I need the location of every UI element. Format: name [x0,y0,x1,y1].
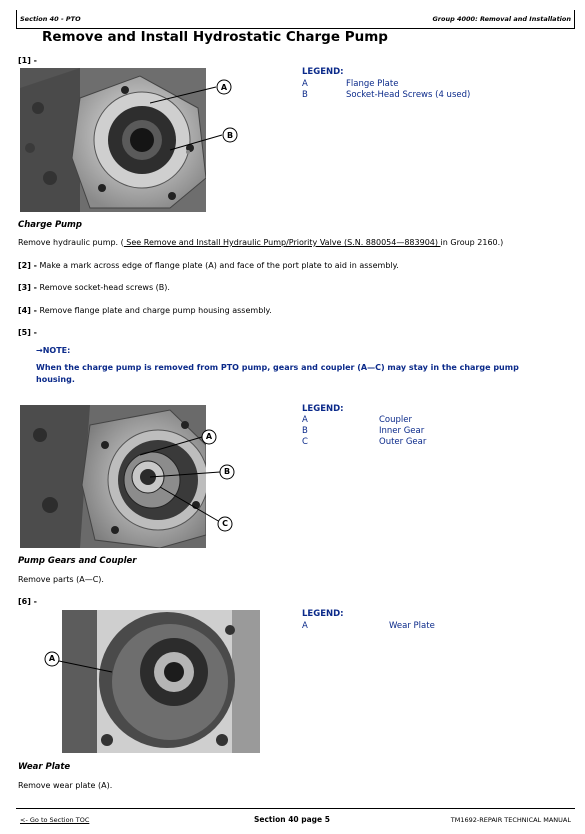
cross-reference-link[interactable]: See Remove and Install Hydraulic Pump/Priority Valve (S.N. 880054—883904) [123,238,441,247]
manual-title: TM1692-REPAIR TECHNICAL MANUAL [450,816,571,824]
figure-caption: Wear Plate [18,762,71,772]
legend-text: Inner Gear [379,426,425,436]
callout-a: A [205,432,213,441]
footer-rule [16,808,575,809]
callout-b: B [226,131,234,140]
legend-title: LEGEND: [302,404,344,414]
callout-a: A [48,654,56,663]
legend-key: B [302,426,308,436]
legend-title: LEGEND: [302,609,344,619]
section-toc-link[interactable]: <- Go to Section TOC [20,816,90,824]
legend-text: Socket-Head Screws (4 used) [346,90,471,100]
wear-plate-photo [62,610,260,753]
step-1-label: [1] - [18,56,37,65]
step-4: [4] - Remove flange plate and charge pump housing assembly. [18,306,272,315]
legend-key: B [302,90,308,100]
note-label: →NOTE: [36,346,71,355]
legend-key: A [302,415,308,425]
figure-3-callout-line [40,648,115,678]
instruction-remove-parts: Remove parts (A—C). [18,575,104,584]
legend-text: Outer Gear [379,437,427,447]
instruction-remove-pump: Remove hydraulic pump. ( See Remove and Install Hydraulic Pump/Priority Valve (S.N. 880054—883904) in Group 2160.) [18,238,504,247]
header-group: Group 4000: Removal and Installation [432,15,571,23]
step-6-label: [6] - [18,597,37,606]
legend-key: A [302,79,308,89]
header-divider-left [16,10,17,28]
legend-key: A [302,621,308,631]
callout-a: A [220,83,228,92]
callout-c: C [222,519,228,528]
figure-caption: Charge Pump [18,220,82,230]
header-divider-right [574,10,575,28]
note-text: When the charge pump is removed from PTO pump, gears and coupler (A—C) may stay in the charge pump housing. [36,363,519,384]
legend-text: Wear Plate [389,621,435,631]
legend-text: Coupler [379,415,413,425]
header-section: Section 40 - PTO [20,15,81,23]
figure-caption: Pump Gears and Coupler [18,556,137,566]
callout-b: B [223,467,231,476]
legend-title: LEGEND: [302,67,344,77]
legend-key: C [302,437,308,447]
legend-text: Flange Plate [346,79,399,89]
step-3: [3] - Remove socket-head screws (B). [18,283,170,292]
step-5: [5] - [18,328,37,337]
instruction-remove-wear-plate: Remove wear plate (A). [18,781,113,790]
page-title: Remove and Install Hydrostatic Charge Pump [42,29,388,45]
page-number: Section 40 page 5 [254,815,330,824]
step-2: [2] - Make a mark across edge of flange plate (A) and face of the port plate to aid in assembly. [18,261,399,270]
